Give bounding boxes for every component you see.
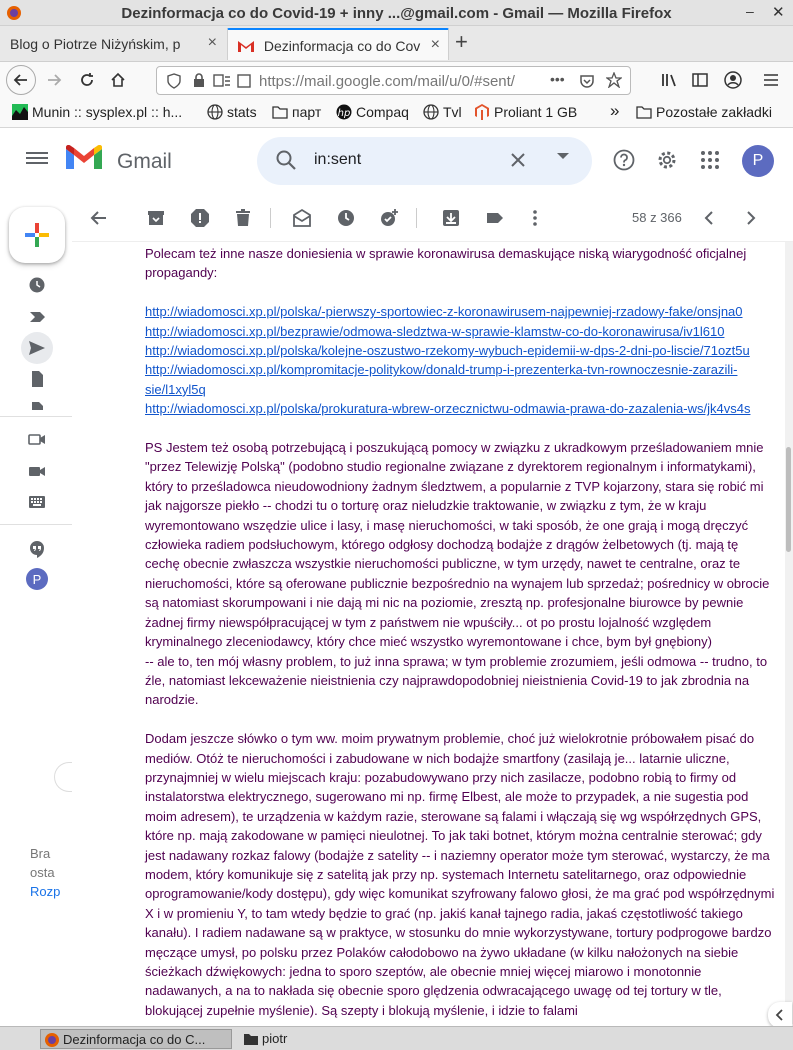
gear-icon[interactable] [656,149,678,171]
tab-blog[interactable] [0,28,225,60]
bookmark-munin[interactable] [12,104,182,120]
reload-button[interactable] [73,66,101,94]
taskbar-firefox-window[interactable] [40,1029,232,1049]
toolbar-divider [270,208,271,228]
pocket-icon[interactable] [579,73,595,89]
sent-nav-button[interactable] [21,332,53,364]
bookmarks-overflow-button[interactable]: » [610,101,620,120]
folder-icon [243,1031,259,1047]
library-icon [661,72,679,88]
bookmark-label: stats [227,104,257,120]
message-paragraph: Dodam jeszcze słówko o tym ww. moim prywatnym problemie, choć już wielokrotnie próbowałem pisać do mediów. Otóż te nieruchomości i zabudowane w nich bodajże smartfony (zasilają je... latarnie uliczne, przynajmniej w wielu miejscach kraju: pozabudowywano przy nich zasilacze, podobno robią to firmy od instalatorstwa elektrycznego, sugerowano mi np. firmę Elbest, ale może to przypadek, a nie sugestia pod moim adresem), te urządzenia w każdym razie, sterowane są falami i włączają się wg współrzędnych GPS, które np. mają zakodowane w pamięci nieulotnej. To jak taki botnet, którym można centralnie sterować; gdy jest nadawany rozkaz falowy (bodajże z satelity -- i naziemny operator może tym sterować, wystarczy, że ma modem, który komunikuje się z satelitą jak przy np. systemach Internetu satelitarnego, oraz odpowiednie oprogramowanie/kody dostępu), gdy więc komunikat szyfrowany falowo głosi, że ma grać pod współrzędnymi X i w promieniu Y, to tam wtedy będzie to grać (np. jakiś kanał tajnego radia, jakaś częstotliwość takiego kanału). I radiem nadawane są w praktyce, w stosunku do mnie wykorzystywane, tortury podprogowe bardzo męczące umysł, po polsku przez Polaków całodobowo na żywo układane (w kilku nałożonych na siebie ścieżkach dźwiękowych: jedna to sporo szeptów, ale obecnie mniej więcej miarowo i monotonnie nadawanych, a na to nakłada się obecnie sporo ględzenia odwracającego uwagę od tej tortury w tle, blokującej zupełnie myślenie). Są szepty i blokują myślenie, i idzie to falami [145,731,775,1018]
snooze-icon[interactable] [336,208,356,228]
bookmark-label: Munin :: sysplex.pl :: h... [32,104,183,120]
report-spam-icon[interactable] [190,208,210,228]
mark-unread-icon[interactable] [292,208,312,228]
clear-search-icon[interactable] [509,151,527,169]
account-icon [724,71,742,89]
compose-button[interactable] [9,207,65,263]
side-panel-toggle[interactable] [768,1002,792,1028]
magento-icon [474,104,490,120]
munin-icon [12,104,28,120]
svg-text:hp: hp [337,108,351,119]
bookmark-part[interactable] [272,104,321,120]
bookmark-compaq[interactable] [336,104,409,120]
ps-text: PS Jestem też osobą potrzebującą i poszukującą pomocy w związku z ukradkowym prześladowaniem mnie "przez Telewizję Polską" (podobno studio regionalne związane z dyrektorem regionalnym i informatykami), który to prześladowca nieudowodniony żadnym śledztwem, a popularnie z TVP kojarzony, stara się robić mi jak najgorsze piekło -- chodzi tu o torturę oraz nieludzkie traktowanie, w związku z tym, że w kraju wyremontowano wszędzie ulice i lasy, i masę nieruchomości, w taki sposób, że one grają i mogą dręczyć człowieka radiem podsłuchowym, którego odgłosy dochodzą bodajże z drągów żelbetowych (tj. mają tę cechę obecnie zwłaszcza wszystkie nieruchomości publiczne, w tym urzędy, nawet te centralne, oraz te nieruchomości, które są oferowane publicznie bezpośrednio na wynajem lub sprzedaż; pośrednicy w obrocie są natomiast skorumpowani i nie dają mi nic na poziomie, zresztą np. profesjonalne biurowce by pewnie żadnej firmy niewspółpracującej w tym z państwem nie wpuściły... ot po prostu lojalność względem kryminalnego zleceniodawcy, który chce mieć wszystko wyremontowane i chce, bym był gnębiony) [145,440,770,650]
gmail-brand: Gmail [117,150,172,173]
bookmark-proliant[interactable] [474,104,577,120]
window-close-icon[interactable]: ✕ [772,4,785,21]
menu-button[interactable] [757,66,785,94]
url-bar[interactable] [156,66,631,95]
gmail-tab-icon [238,40,254,52]
tab-close-icon[interactable]: × [430,36,440,53]
scrollbar-thumb[interactable] [786,447,791,552]
star-icon[interactable] [606,72,622,88]
rail-button-partial[interactable] [54,762,72,792]
apps-grid-icon[interactable] [700,150,720,170]
folder-icon [272,104,288,120]
search-bar[interactable] [257,137,592,185]
plus-icon [25,223,49,247]
os-taskbar [0,1026,793,1050]
chevron-right-icon[interactable] [740,208,760,228]
rail-truncated-text [30,844,70,901]
trash-icon[interactable] [233,208,253,228]
site-info-icon [237,74,251,88]
minimize-icon[interactable]: – [746,3,754,19]
home-icon [110,72,126,88]
bookmark-label: Compaq [356,104,409,120]
rail-link[interactable]: Rozp [30,884,61,899]
hp-icon [336,104,352,120]
article-link[interactable]: http://wiadomosci.xp.pl/polska/kolejne-oszustwo-rzekomy-wybuch-epidemii-w-dps-2-dni-po-liscie/71ozt5u [145,343,750,359]
taskbar-label: piotr [262,1031,288,1046]
forward-button[interactable] [40,66,68,94]
back-to-list-icon[interactable] [89,208,109,228]
account-button[interactable] [719,66,747,94]
new-tab-icon[interactable]: + [455,29,468,54]
globe-icon [423,104,439,120]
article-link[interactable]: http://wiadomosci.xp.pl/polska/-pierwszy-sportowiec-z-koronawirusem-najpewniej-rzadowy-fake/onsjna0 [145,304,743,320]
tab-close-icon[interactable]: × [207,34,217,51]
sidebar-icon [692,72,708,88]
label-important-icon[interactable] [28,308,46,326]
arrow-left-icon [13,72,29,88]
window-titlebar [0,0,793,26]
archive-icon[interactable] [146,208,166,228]
more-labels-icon[interactable] [28,402,46,410]
message-paragraph [145,438,775,710]
more-vert-icon[interactable] [525,208,545,228]
chevron-left-icon[interactable] [700,208,720,228]
video-meet-icon[interactable] [28,430,46,448]
help-icon[interactable] [613,149,635,171]
article-link[interactable]: http://wiadomosci.xp.pl/polska/prokuratura-wbrew-orzecznictwu-odmawia-prawa-do-zazalenia-ws/jk4vs4s [145,401,751,417]
tab-label: Blog o Piotrze Niżyńskim, p [10,36,181,52]
window-title: Dezinformacja co do Covid-19 + inny ...@gmail.com - Gmail — Mozilla Firefox [121,5,672,22]
main-menu-icon[interactable] [26,149,48,167]
rail-divider [0,416,72,417]
bookmark-stats[interactable] [207,104,257,120]
arrow-right-icon [46,72,62,88]
keyboard-icon[interactable] [28,493,46,511]
bookmark-label: Pozostałe zakładki [656,104,772,120]
bookmark-tvl[interactable] [423,104,462,120]
lock-icon [193,73,205,88]
bookmark-label: парт [292,104,322,120]
search-icon[interactable] [275,149,297,171]
ps-text-continued: -- ale to, ten mój własny problem, to już inna sprawa; w tym problemie zrozumiem, jeśli odmowa -- trudno, to źle, natomiast lekceważenie nieistnienia czy najprawdopodobniej nieistnienia Covid-19 to jak zbrodnia na narodzie. [145,653,768,708]
link-list [145,302,775,418]
taskbar-folder-window[interactable] [240,1029,360,1049]
label-icon[interactable] [485,208,505,228]
url-text: https://mail.google.com/mail/u/0/#sent/ [259,73,515,90]
bookmark-label: Tvl [443,104,462,120]
globe-icon [207,104,223,120]
shield-icon [167,73,181,89]
tab-gmail[interactable] [227,28,449,60]
mail-toolbar [72,194,793,242]
page-actions-icon[interactable]: ••• [550,71,565,87]
message-body [145,244,775,1040]
scrollbar[interactable] [785,242,793,1024]
clock-icon[interactable] [28,276,46,294]
toolbar-divider [416,208,417,228]
taskbar-label: Dezinformacja co do C... [63,1032,206,1047]
folder-icon [636,104,652,120]
pagination-count: 58 z 366 [632,210,682,225]
bookmark-other[interactable] [636,104,772,120]
library-button[interactable] [656,66,684,94]
bookmark-label: Proliant 1 GB [494,104,578,120]
back-button[interactable] [6,65,36,95]
tab-label: Dezinformacja co do Cov [263,38,421,54]
search-input[interactable]: in:sent [314,151,362,168]
sidebar-button[interactable] [686,66,714,94]
avatar[interactable]: P [742,145,774,177]
hangouts-icon[interactable] [28,540,46,558]
gmail-logo-icon[interactable] [66,145,102,173]
permissions-icon [213,73,231,88]
gmail-header [0,128,793,194]
bookmarks-bar [0,98,793,128]
rail-divider [0,524,72,525]
message-paragraph: Polecam też inne nasze doniesienia w sprawie koronawirusa demaskujące niską wiarygodność oficjalnej propagandy: [145,246,747,281]
add-task-icon[interactable] [379,208,399,228]
article-link[interactable]: http://wiadomosci.xp.pl/bezprawie/odmowa-sledztwa-w-sprawie-klamstw-co-do-koronawirusa/iv1l610 [145,323,725,339]
left-rail [0,194,72,1024]
tab-bar [0,26,793,62]
reload-icon [79,72,95,88]
video-camera-icon[interactable] [28,462,46,480]
home-button[interactable] [104,66,132,94]
article-link[interactable]: http://wiadomosci.xp.pl/kompromitacje-politykow/donald-trump-i-prezenterka-tvn-rownoczesnie-zarazili-sie/l1xyl5q [145,362,738,397]
draft-icon[interactable] [28,370,46,388]
move-to-icon[interactable] [441,208,461,228]
hamburger-menu-icon [763,73,779,87]
search-options-icon[interactable] [557,153,569,159]
send-icon [28,340,46,356]
firefox-icon [44,1032,60,1048]
rail-text-line: Bra [30,846,51,861]
rail-text-line: osta [30,865,55,880]
rail-avatar[interactable]: P [26,568,48,590]
navigation-bar [0,62,793,98]
chevron-left-icon [775,1009,785,1021]
